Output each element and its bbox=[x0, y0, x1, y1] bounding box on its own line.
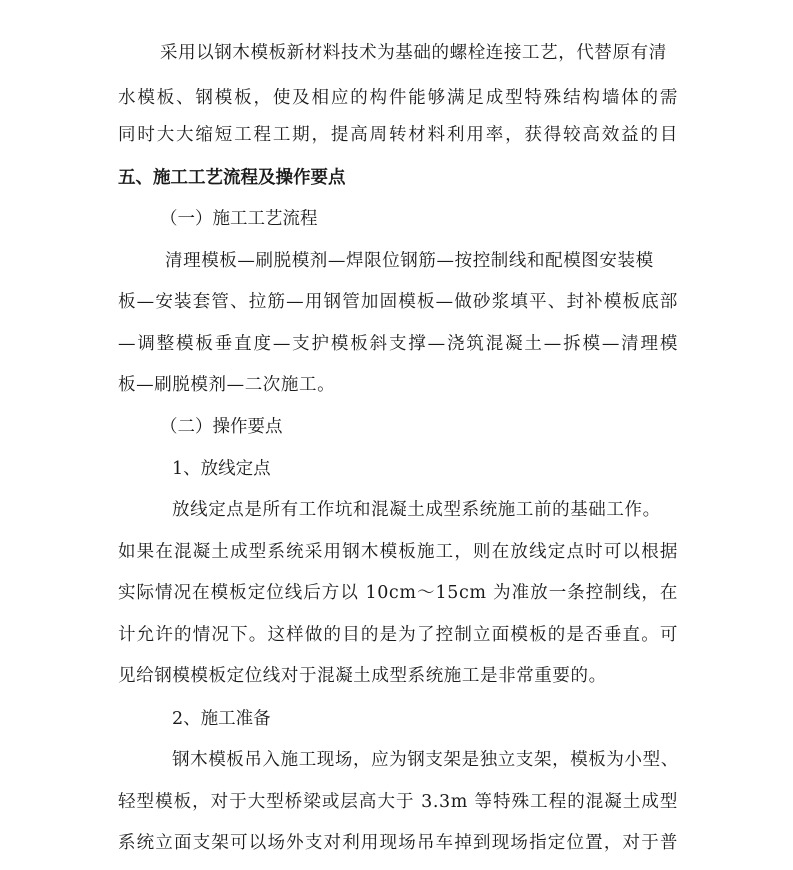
section-heading: 五、施工工艺流程及操作要点 bbox=[118, 168, 346, 188]
item-heading-layout: 1、放线定点 bbox=[172, 459, 271, 479]
intro-line-2: 水模板、钢模板，使及相应的构件能够满足成型特殊结构墙体的需 bbox=[118, 88, 678, 108]
preparation-line-3: 系统立面支架可以场外支对利用现场吊车掉到现场指定位置，对于普 bbox=[118, 833, 678, 853]
preparation-line-1: 钢木模板吊入施工现场，应为钢支架是独立支架，模板为小型、 bbox=[172, 750, 679, 770]
process-line-1: 清理模板—刷脱模剂—焊限位钢筋—按控制线和配模图安装模 bbox=[165, 251, 654, 271]
layout-line-1: 放线定点是所有工作坑和混凝土成型系统施工前的基础工作。 bbox=[172, 500, 661, 520]
layout-line-5: 见给钢模模板定位线对于混凝土成型系统施工是非常重要的。 bbox=[118, 666, 607, 686]
process-line-4: 板—刷脱模剂—二次施工。 bbox=[118, 375, 336, 395]
process-line-2: 板—安装套管、拉筋—用钢管加固模板—做砂浆填平、封补模板底部 bbox=[118, 292, 678, 312]
item-heading-preparation: 2、施工准备 bbox=[172, 709, 271, 729]
process-line-3: —调整模板垂直度—支护模板斜支撑—浇筑混凝土—拆模—清理模 bbox=[118, 334, 678, 354]
subsection-heading-process: （一）施工工艺流程 bbox=[160, 209, 318, 229]
layout-line-3: 实际情况在模板定位线后方以 10cm～15cm 为准放一条控制线，在 bbox=[118, 583, 678, 603]
subsection-heading-key-points: （二）操作要点 bbox=[160, 417, 283, 437]
layout-line-2: 如果在混凝土成型系统采用钢木模板施工，则在放线定点时可以根据 bbox=[118, 542, 678, 562]
preparation-line-2: 轻型模板，对于大型桥梁或层高大于 3.3m 等特殊工程的混凝土成型 bbox=[118, 792, 678, 812]
layout-line-4: 计允许的情况下。这样做的目的是为了控制立面模板的是否垂直。可 bbox=[118, 625, 678, 645]
intro-line-3: 同时大大缩短工程工期，提高周转材料利用率，获得较高效益的目 bbox=[118, 125, 678, 145]
intro-line-1: 采用以钢木模板新材料技术为基础的螺栓连接工艺，代替原有清 bbox=[160, 43, 667, 63]
